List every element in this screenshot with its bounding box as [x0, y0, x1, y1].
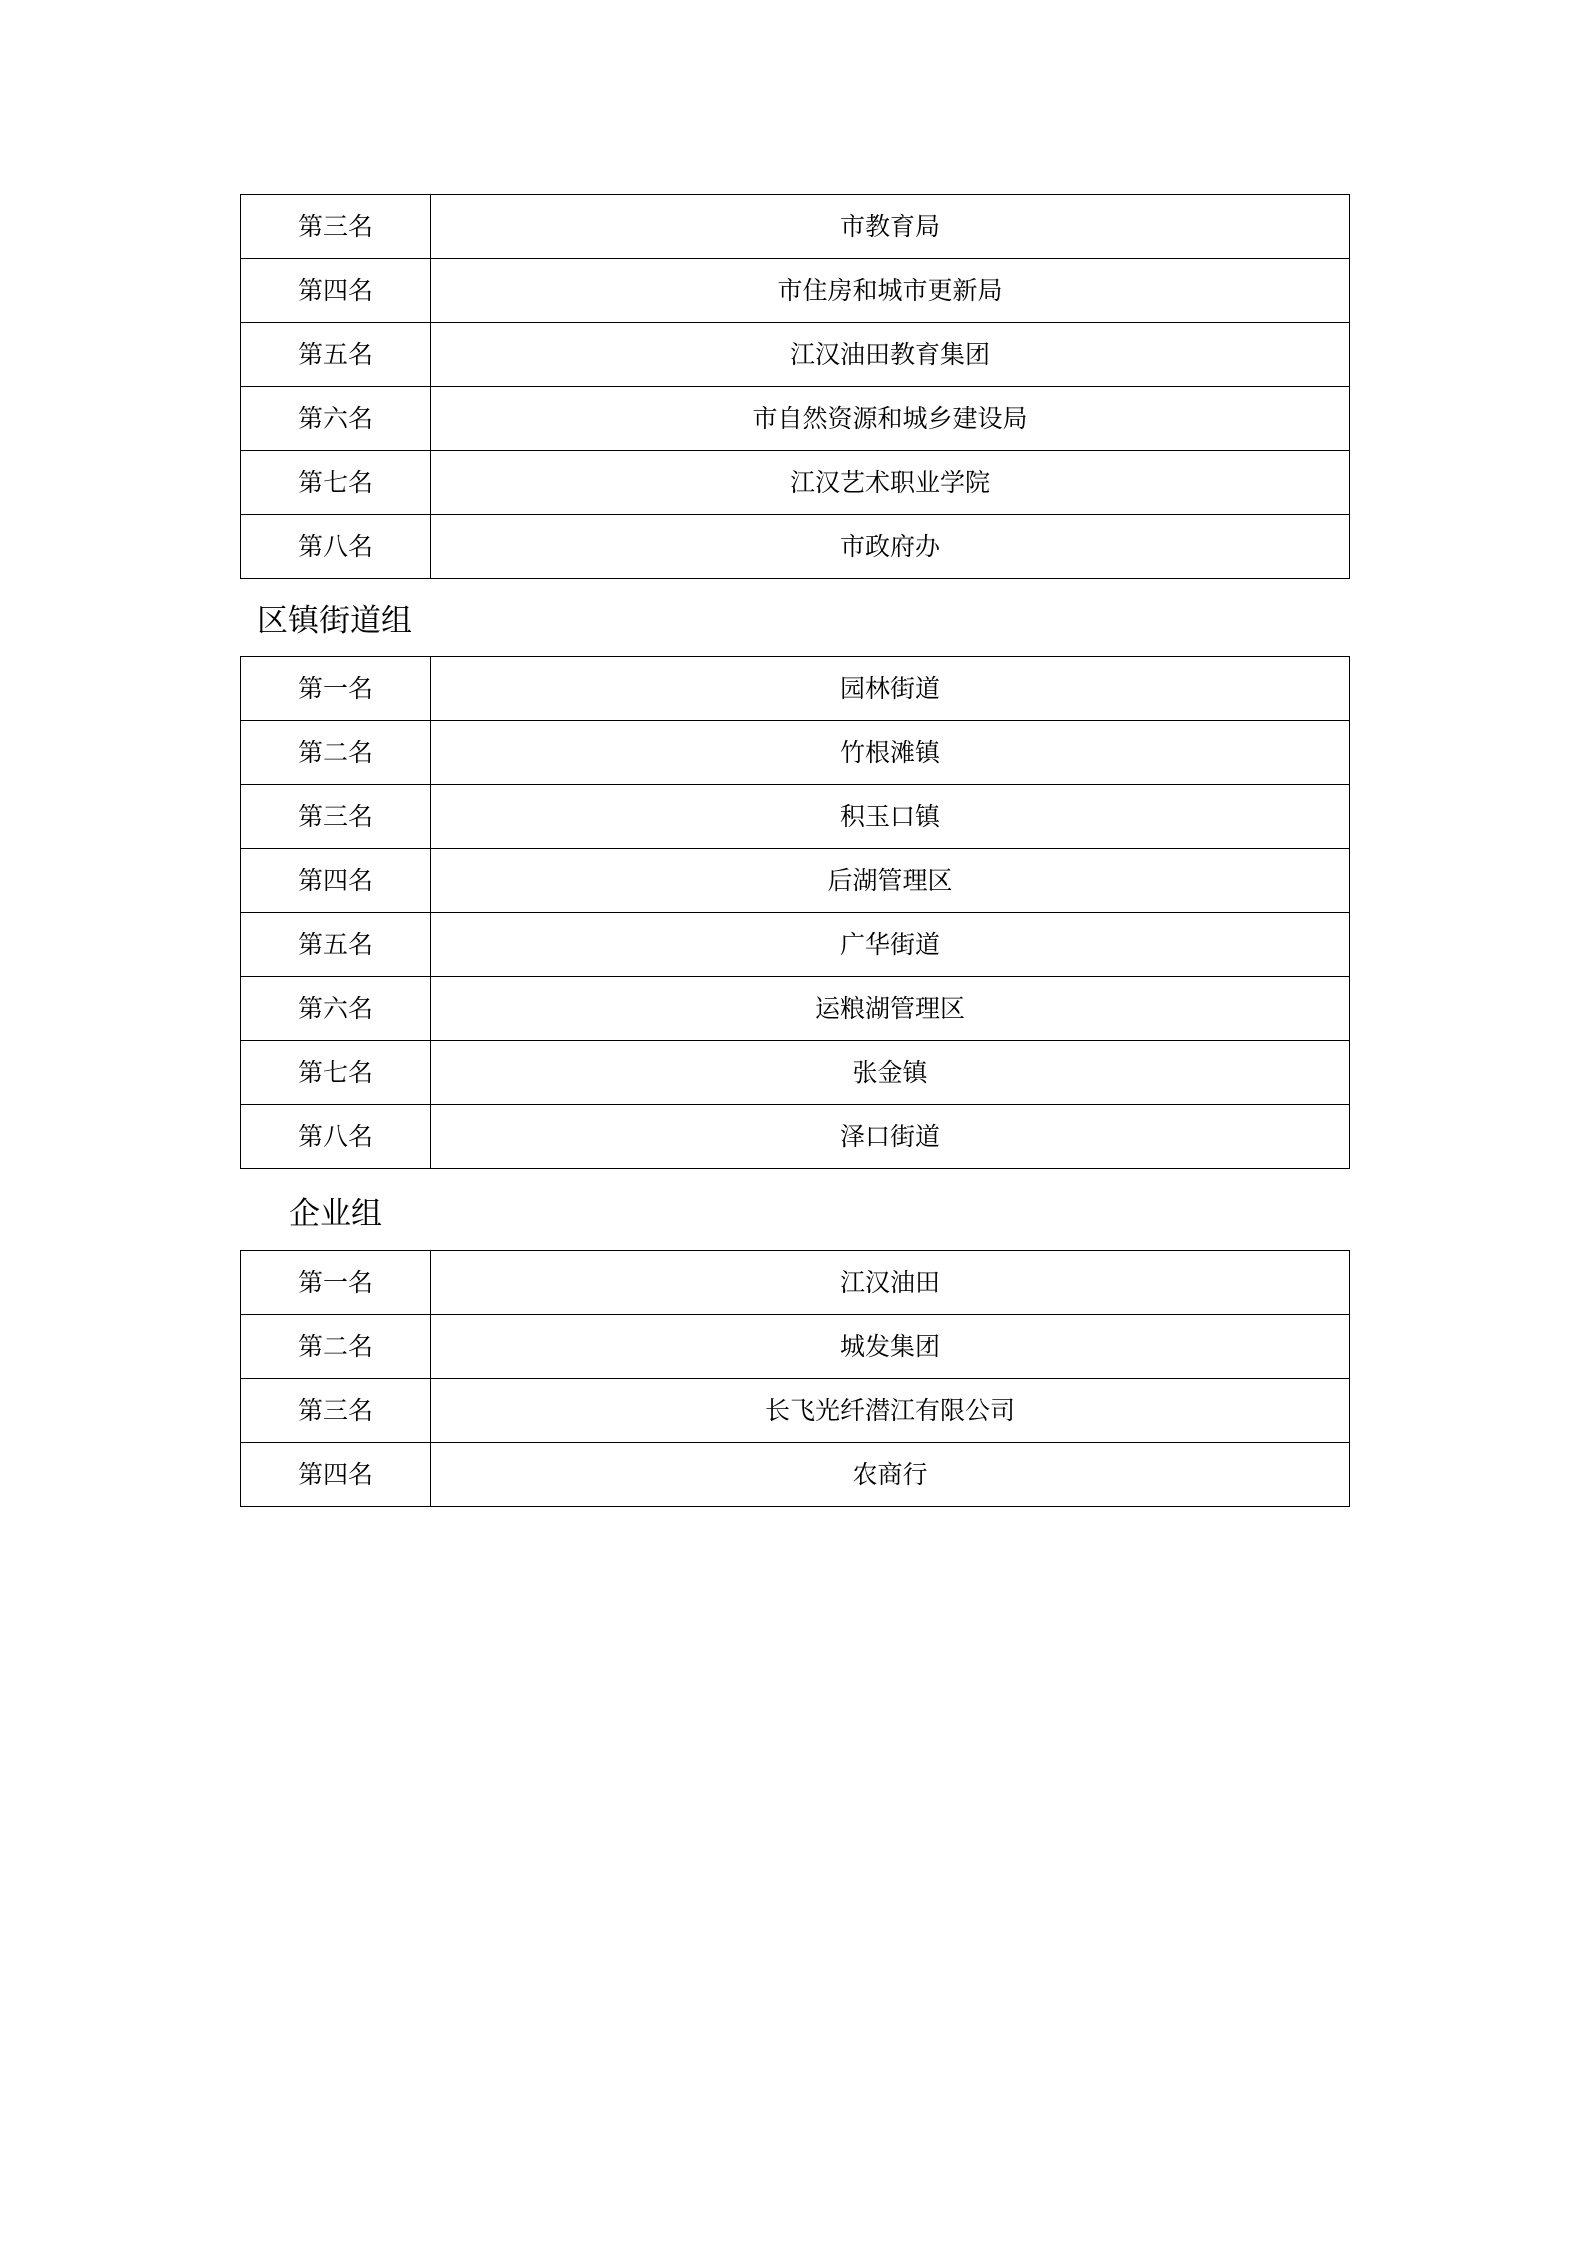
rank-cell: 第七名	[241, 1041, 431, 1105]
table-row	[241, 259, 1350, 323]
rank-cell: 第一名	[241, 657, 431, 721]
unit-name-cell: 张金镇	[431, 1041, 1350, 1105]
table-row	[241, 515, 1350, 579]
unit-name-cell: 泽口街道	[431, 1105, 1350, 1169]
unit-name-cell: 江汉油田	[431, 1251, 1350, 1315]
table-row	[241, 1315, 1350, 1379]
table-row	[241, 1041, 1350, 1105]
rank-cell: 第四名	[241, 849, 431, 913]
table-row	[241, 913, 1350, 977]
unit-name-cell: 运粮湖管理区	[431, 977, 1350, 1041]
unit-name-cell: 市政府办	[431, 515, 1350, 579]
unit-name-cell: 江汉油田教育集团	[431, 323, 1350, 387]
rank-cell: 第三名	[241, 195, 431, 259]
table-row	[241, 1443, 1350, 1507]
rank-cell: 第六名	[241, 387, 431, 451]
unit-name-cell: 市自然资源和城乡建设局	[431, 387, 1350, 451]
table-row	[241, 977, 1350, 1041]
table-row	[241, 657, 1350, 721]
unit-name-cell: 竹根滩镇	[431, 721, 1350, 785]
unit-name-cell: 农商行	[431, 1443, 1350, 1507]
rank-cell: 第三名	[241, 1379, 431, 1443]
rank-cell: 第二名	[241, 1315, 431, 1379]
ranking-table-enterprises	[240, 1250, 1350, 1507]
unit-name-cell: 长飞光纤潜江有限公司	[431, 1379, 1350, 1443]
section-heading-enterprises: 企业组	[289, 1196, 382, 1232]
unit-name-cell: 市教育局	[431, 195, 1350, 259]
section-heading-towns: 区镇街道组	[257, 603, 412, 639]
unit-name-cell: 积玉口镇	[431, 785, 1350, 849]
table-row	[241, 721, 1350, 785]
rank-cell: 第五名	[241, 913, 431, 977]
unit-name-cell: 城发集团	[431, 1315, 1350, 1379]
unit-name-cell: 市住房和城市更新局	[431, 259, 1350, 323]
table-row	[241, 849, 1350, 913]
rank-cell: 第八名	[241, 515, 431, 579]
table-row	[241, 387, 1350, 451]
rank-cell: 第二名	[241, 721, 431, 785]
rank-cell: 第五名	[241, 323, 431, 387]
unit-name-cell: 江汉艺术职业学院	[431, 451, 1350, 515]
table-row	[241, 1251, 1350, 1315]
unit-name-cell: 后湖管理区	[431, 849, 1350, 913]
rank-cell: 第七名	[241, 451, 431, 515]
ranking-table-departments	[240, 194, 1350, 579]
table-row	[241, 323, 1350, 387]
unit-name-cell: 广华街道	[431, 913, 1350, 977]
rank-cell: 第六名	[241, 977, 431, 1041]
table-row	[241, 785, 1350, 849]
table-row	[241, 1379, 1350, 1443]
rank-cell: 第一名	[241, 1251, 431, 1315]
ranking-table-towns	[240, 656, 1350, 1169]
rank-cell: 第三名	[241, 785, 431, 849]
table-row	[241, 1105, 1350, 1169]
table-row	[241, 195, 1350, 259]
unit-name-cell: 园林街道	[431, 657, 1350, 721]
rank-cell: 第四名	[241, 1443, 431, 1507]
rank-cell: 第四名	[241, 259, 431, 323]
table-row	[241, 451, 1350, 515]
rank-cell: 第八名	[241, 1105, 431, 1169]
